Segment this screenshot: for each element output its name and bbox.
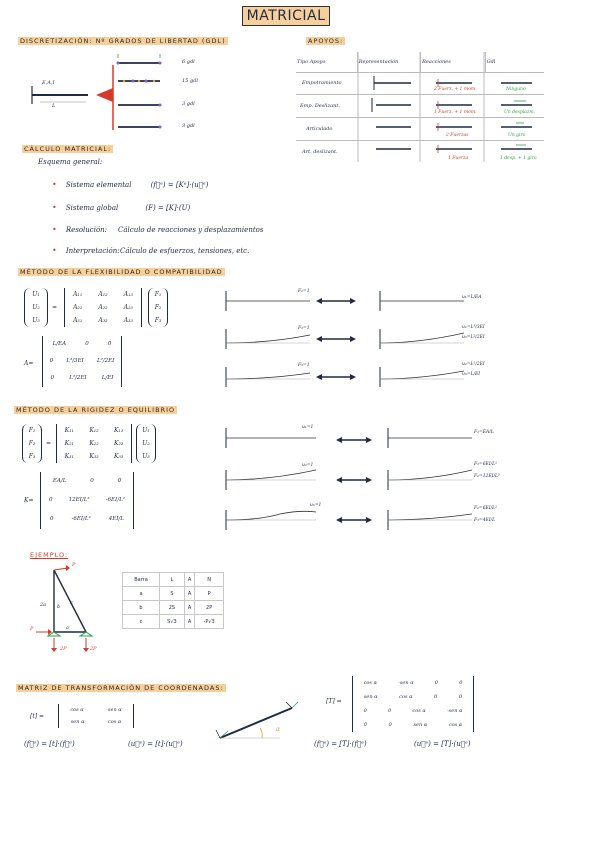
- matrix-entry: K₂₃: [113, 440, 124, 447]
- matrix-entry: 0: [458, 694, 463, 700]
- stiff-k-matrix: [56, 424, 132, 463]
- transform-heading: MATRIZ DE TRANSFORMACIÓN DE COORDENADAS:: [18, 684, 224, 692]
- table-header: L: [160, 573, 185, 587]
- vector-entry: U₁: [142, 427, 150, 434]
- col-type: Tipo Apoyo: [296, 52, 357, 72]
- bullet-icon: •: [52, 203, 57, 212]
- bullet-icon: •: [52, 180, 57, 189]
- flex-case-label: F₂=1: [298, 326, 310, 331]
- support-reactions: 2 Fuerz. + 1 mom.: [434, 87, 477, 92]
- matrix-entry: L²/2EI: [96, 358, 115, 364]
- support-gdl: 1 desp. + 1 giro: [500, 156, 537, 161]
- matrix-entry: A₁₁: [73, 291, 83, 298]
- table-cell: P: [195, 587, 224, 601]
- stiff-result-label: F₃=4EI/L: [474, 518, 496, 523]
- matrix-entry: K₁₃: [113, 427, 124, 434]
- matrix-entry: cos α: [448, 722, 463, 728]
- page-title: MATRICIAL: [242, 6, 330, 26]
- table-cell: -P√3: [195, 615, 224, 629]
- matrix-entry: 0: [117, 478, 122, 484]
- beam-length-label: L: [52, 103, 56, 109]
- example-label-a: a: [66, 625, 69, 631]
- matrix-entry: 0: [85, 341, 89, 347]
- support-type: Art. deslizant.: [302, 149, 338, 155]
- flex-case-label: F₁=1: [298, 289, 310, 294]
- matrix-entry: K₂₁: [64, 440, 74, 447]
- dof-3a: 3 gdl: [182, 101, 195, 107]
- angle-label: α: [276, 726, 281, 733]
- table-header: Barra: [123, 573, 160, 587]
- matrix-entry: 0: [363, 722, 367, 728]
- flex-a-label: A=: [24, 360, 34, 367]
- vector-entry: F₂: [28, 440, 36, 447]
- example-label-reaction-1: 2P: [60, 646, 67, 652]
- matrix-entry: 0: [50, 375, 55, 381]
- beam-properties-label: E,A,I: [42, 80, 55, 86]
- matrix-entry: K₃₃: [113, 453, 124, 460]
- table-cell: A: [184, 615, 194, 629]
- vector-entry: F₂: [154, 304, 162, 311]
- matrix-entry: 4EI/L: [108, 516, 124, 522]
- example-label-c: c: [70, 600, 73, 606]
- matrix-entry: 0: [363, 708, 367, 714]
- example-label-reaction-2: 2P: [90, 646, 97, 652]
- matrix-entry: 0: [388, 722, 392, 728]
- flex-result-label: u₁=L/EA: [462, 295, 482, 300]
- vector-entry: U₃: [142, 453, 150, 460]
- flex-f-vector: [148, 288, 168, 327]
- matrix-entry: 0: [50, 516, 54, 522]
- table-row: [123, 615, 224, 629]
- stiff-k-values: [40, 472, 134, 529]
- matrix-entry: -6EI/L²: [105, 497, 125, 503]
- stiff-f-vector: [22, 424, 42, 463]
- col-gdl: Gdl: [485, 52, 544, 72]
- big-T-label: [T] =: [326, 698, 342, 705]
- calculo-item-formula: (f⃗ᵉ) = [Kᵉ]·(u⃗ᵉ): [150, 181, 209, 189]
- calculo-item: [52, 238, 120, 257]
- table-header: A: [184, 573, 194, 587]
- vector-entry: U₂: [32, 304, 40, 311]
- dof-15: 15 gdl: [182, 78, 198, 84]
- matrix-entry: K₃₂: [89, 453, 99, 460]
- calculo-item-detail: Cálculo de esfuerzos, tensiones, etc.: [120, 247, 250, 255]
- stiff-result-label: F₁=EA/L: [474, 430, 494, 435]
- example-label-P-top: P: [72, 562, 76, 568]
- transform-eq: (f⃗ᵉ) = [t]·(f⃗ᵉ): [24, 740, 75, 748]
- matrix-entry: sen α: [363, 694, 378, 700]
- matrix-entry: 0: [49, 497, 53, 503]
- matrix-entry: 0: [49, 358, 54, 364]
- stiffness-diagrams: [220, 422, 500, 534]
- calculo-item-detail: Cálculo de reacciones y desplazamientos: [118, 226, 264, 234]
- vector-entry: F₁: [28, 427, 36, 434]
- col-reactions: Reacciones: [421, 52, 485, 72]
- matrix-entry: A₂₁: [73, 304, 83, 311]
- stiff-case-label: u₁=1: [302, 425, 314, 430]
- matrix-entry: A₃₂: [98, 317, 108, 324]
- table-cell: 2S: [160, 601, 185, 615]
- discretization-diagram: [18, 50, 278, 140]
- flex-u-vector: [24, 288, 48, 327]
- calculo-item-label: Resolución:: [65, 226, 108, 234]
- rotated-bar-diagram: [210, 698, 306, 748]
- matrix-entry: K₂₂: [89, 440, 99, 447]
- support-gdl: Un giro: [508, 133, 526, 138]
- example-heading: EJEMPLO:: [30, 551, 69, 559]
- matrix-entry: cos α: [399, 694, 413, 700]
- calculo-heading: CÁLCULO MATRICIAL:: [24, 145, 112, 153]
- support-gdl: Un desplazm.: [504, 110, 536, 115]
- table-header: N: [195, 573, 224, 587]
- matrix-entry: sen α: [70, 719, 85, 725]
- vector-entry: F₃: [28, 453, 36, 460]
- matrix-entry: K₃₁: [64, 453, 74, 460]
- example-label-2a: 2a: [40, 602, 47, 608]
- calculo-item-formula: (F) = [K]·(U): [145, 204, 191, 212]
- stiffness-heading: MÉTODO DE LA RIGIDEZ O EQUILIBRIO: [16, 406, 176, 414]
- flex-result-label: u₃=L²/2EI: [462, 335, 485, 340]
- stiff-case-label: u₂=1: [302, 463, 314, 468]
- table-cell: c: [123, 615, 160, 629]
- table-cell: a: [123, 587, 160, 601]
- flexibility-heading: MÉTODO DE LA FLEXIBILIDAD O COMPATIBILIDAD: [20, 268, 223, 276]
- matrix-entry: -sen α: [106, 707, 122, 713]
- col-representation: Representación: [357, 52, 420, 72]
- matrix-entry: A₃₁: [73, 317, 83, 324]
- stiff-result-label: F₂=12EI/L³: [474, 474, 500, 479]
- bullet-icon: •: [52, 246, 57, 255]
- calculo-item: [52, 195, 190, 214]
- flex-case-label: F₃=1: [298, 363, 310, 368]
- stiff-case-label: u₃=1: [310, 503, 322, 508]
- transform-eq: (u⃗ᵉ) = [t]·(u⃗ᵉ): [128, 740, 183, 748]
- calculo-item: [52, 172, 208, 191]
- matrix-entry: cos α: [412, 708, 426, 714]
- support-gdl: Ninguno: [506, 87, 526, 92]
- table-row: [123, 587, 224, 601]
- matrix-entry: 0: [388, 708, 392, 714]
- calculo-item-label: Sistema global: [65, 204, 119, 212]
- flex-a-matrix: [64, 288, 142, 327]
- table-cell: S√3: [160, 615, 185, 629]
- equals-sign: =: [46, 440, 52, 447]
- calculo-item-label: Interpretación:: [65, 247, 120, 255]
- matrix-entry: cos α: [107, 719, 122, 725]
- support-reactions: 2 Fuerzas: [446, 133, 469, 138]
- matrix-entry: K₁₁: [64, 427, 74, 434]
- support-type: Empotramiento: [302, 80, 342, 86]
- small-t-matrix: [58, 704, 134, 728]
- flexibility-diagrams: [220, 285, 500, 395]
- matrix-entry: A₂₃: [123, 304, 133, 311]
- calculo-scheme: Esquema general:: [38, 158, 103, 166]
- matrix-entry: -sen α: [398, 680, 414, 686]
- table-cell: b: [123, 601, 160, 615]
- support-type: Emp. Deslizant.: [300, 103, 340, 109]
- matrix-entry: 0: [459, 680, 463, 686]
- discretization-heading: DISCRETIZACIÓN: Nº GRADOS DE LIBERTAD (GDL): [20, 37, 226, 45]
- matrix-entry: EA/L: [52, 478, 67, 484]
- matrix-entry: L³/3EI: [66, 358, 84, 364]
- transform-eq: (u⃗ᵉ) = [T]·(u⃗ᵉ): [414, 740, 471, 748]
- bullet-icon: •: [52, 225, 57, 234]
- matrix-entry: L²/2EI: [69, 375, 87, 381]
- support-reactions: 1 Fuerz. + 1 mom.: [434, 110, 477, 115]
- supports-grid-and-icons: [296, 52, 546, 164]
- matrix-entry: -sen α: [446, 708, 463, 714]
- matrix-entry: cos α: [70, 707, 84, 713]
- vector-entry: U₃: [32, 317, 40, 324]
- vector-entry: U₂: [142, 440, 150, 447]
- stiff-result-label: F₂=6EI/L²: [474, 506, 497, 511]
- calculo-item: [52, 217, 107, 236]
- matrix-entry: K₁₂: [89, 427, 99, 434]
- small-t-label: [t] =: [30, 713, 45, 720]
- matrix-entry: A₂₂: [98, 304, 108, 311]
- supports-heading: APOYOS:: [308, 37, 344, 45]
- table-cell: S: [160, 587, 185, 601]
- stiff-result-label: F₂=6EI/L²: [474, 462, 497, 467]
- transform-eq: (f⃗ᵉ) = [T]·(f⃗ᵉ): [314, 740, 367, 748]
- flex-result-label: u₃=L/EI: [462, 372, 481, 377]
- equals-sign: =: [52, 304, 58, 311]
- matrix-entry: A₃₃: [123, 317, 133, 324]
- example-label-P-left: P: [30, 626, 34, 632]
- flex-a-values: [42, 336, 122, 387]
- matrix-entry: sen α: [413, 722, 428, 728]
- example-label-b: b: [57, 604, 61, 610]
- matrix-entry: A₁₃: [123, 291, 133, 298]
- flex-result-label: u₂=L³/3EI: [462, 325, 485, 330]
- table-cell: 2P: [195, 601, 224, 615]
- table-cell: A: [184, 587, 194, 601]
- matrix-entry: L/EA: [52, 341, 67, 347]
- matrix-entry: 0: [434, 694, 438, 700]
- dof-3b: 3 gdl: [182, 123, 195, 129]
- matrix-entry: 0: [90, 478, 94, 484]
- vector-entry: F₁: [154, 291, 162, 298]
- big-T-matrix: [352, 676, 474, 732]
- example-table: [122, 572, 224, 629]
- vector-entry: U₁: [32, 291, 40, 298]
- support-type: Articulado: [306, 126, 333, 132]
- dof-6: 6 gdl: [182, 59, 195, 65]
- matrix-entry: A₁₂: [98, 291, 108, 298]
- matrix-entry: 12EI/L³: [68, 497, 90, 503]
- vector-entry: F₃: [154, 317, 162, 324]
- matrix-entry: 0: [107, 341, 112, 347]
- stiff-k-label: K=: [24, 497, 34, 504]
- table-cell: A: [184, 601, 194, 615]
- matrix-entry: -6EI/L²: [71, 516, 91, 522]
- stiff-u-vector: [136, 424, 156, 463]
- matrix-entry: L/EI: [101, 375, 114, 381]
- matrix-entry: cos α: [363, 680, 377, 686]
- matrix-entry: 0: [434, 680, 438, 686]
- flex-result-label: u₂=L²/2EI: [462, 362, 485, 367]
- support-reactions: 1 Fuerza: [448, 156, 469, 161]
- table-row: [123, 601, 224, 615]
- calculo-item-label: Sistema elemental: [65, 181, 132, 189]
